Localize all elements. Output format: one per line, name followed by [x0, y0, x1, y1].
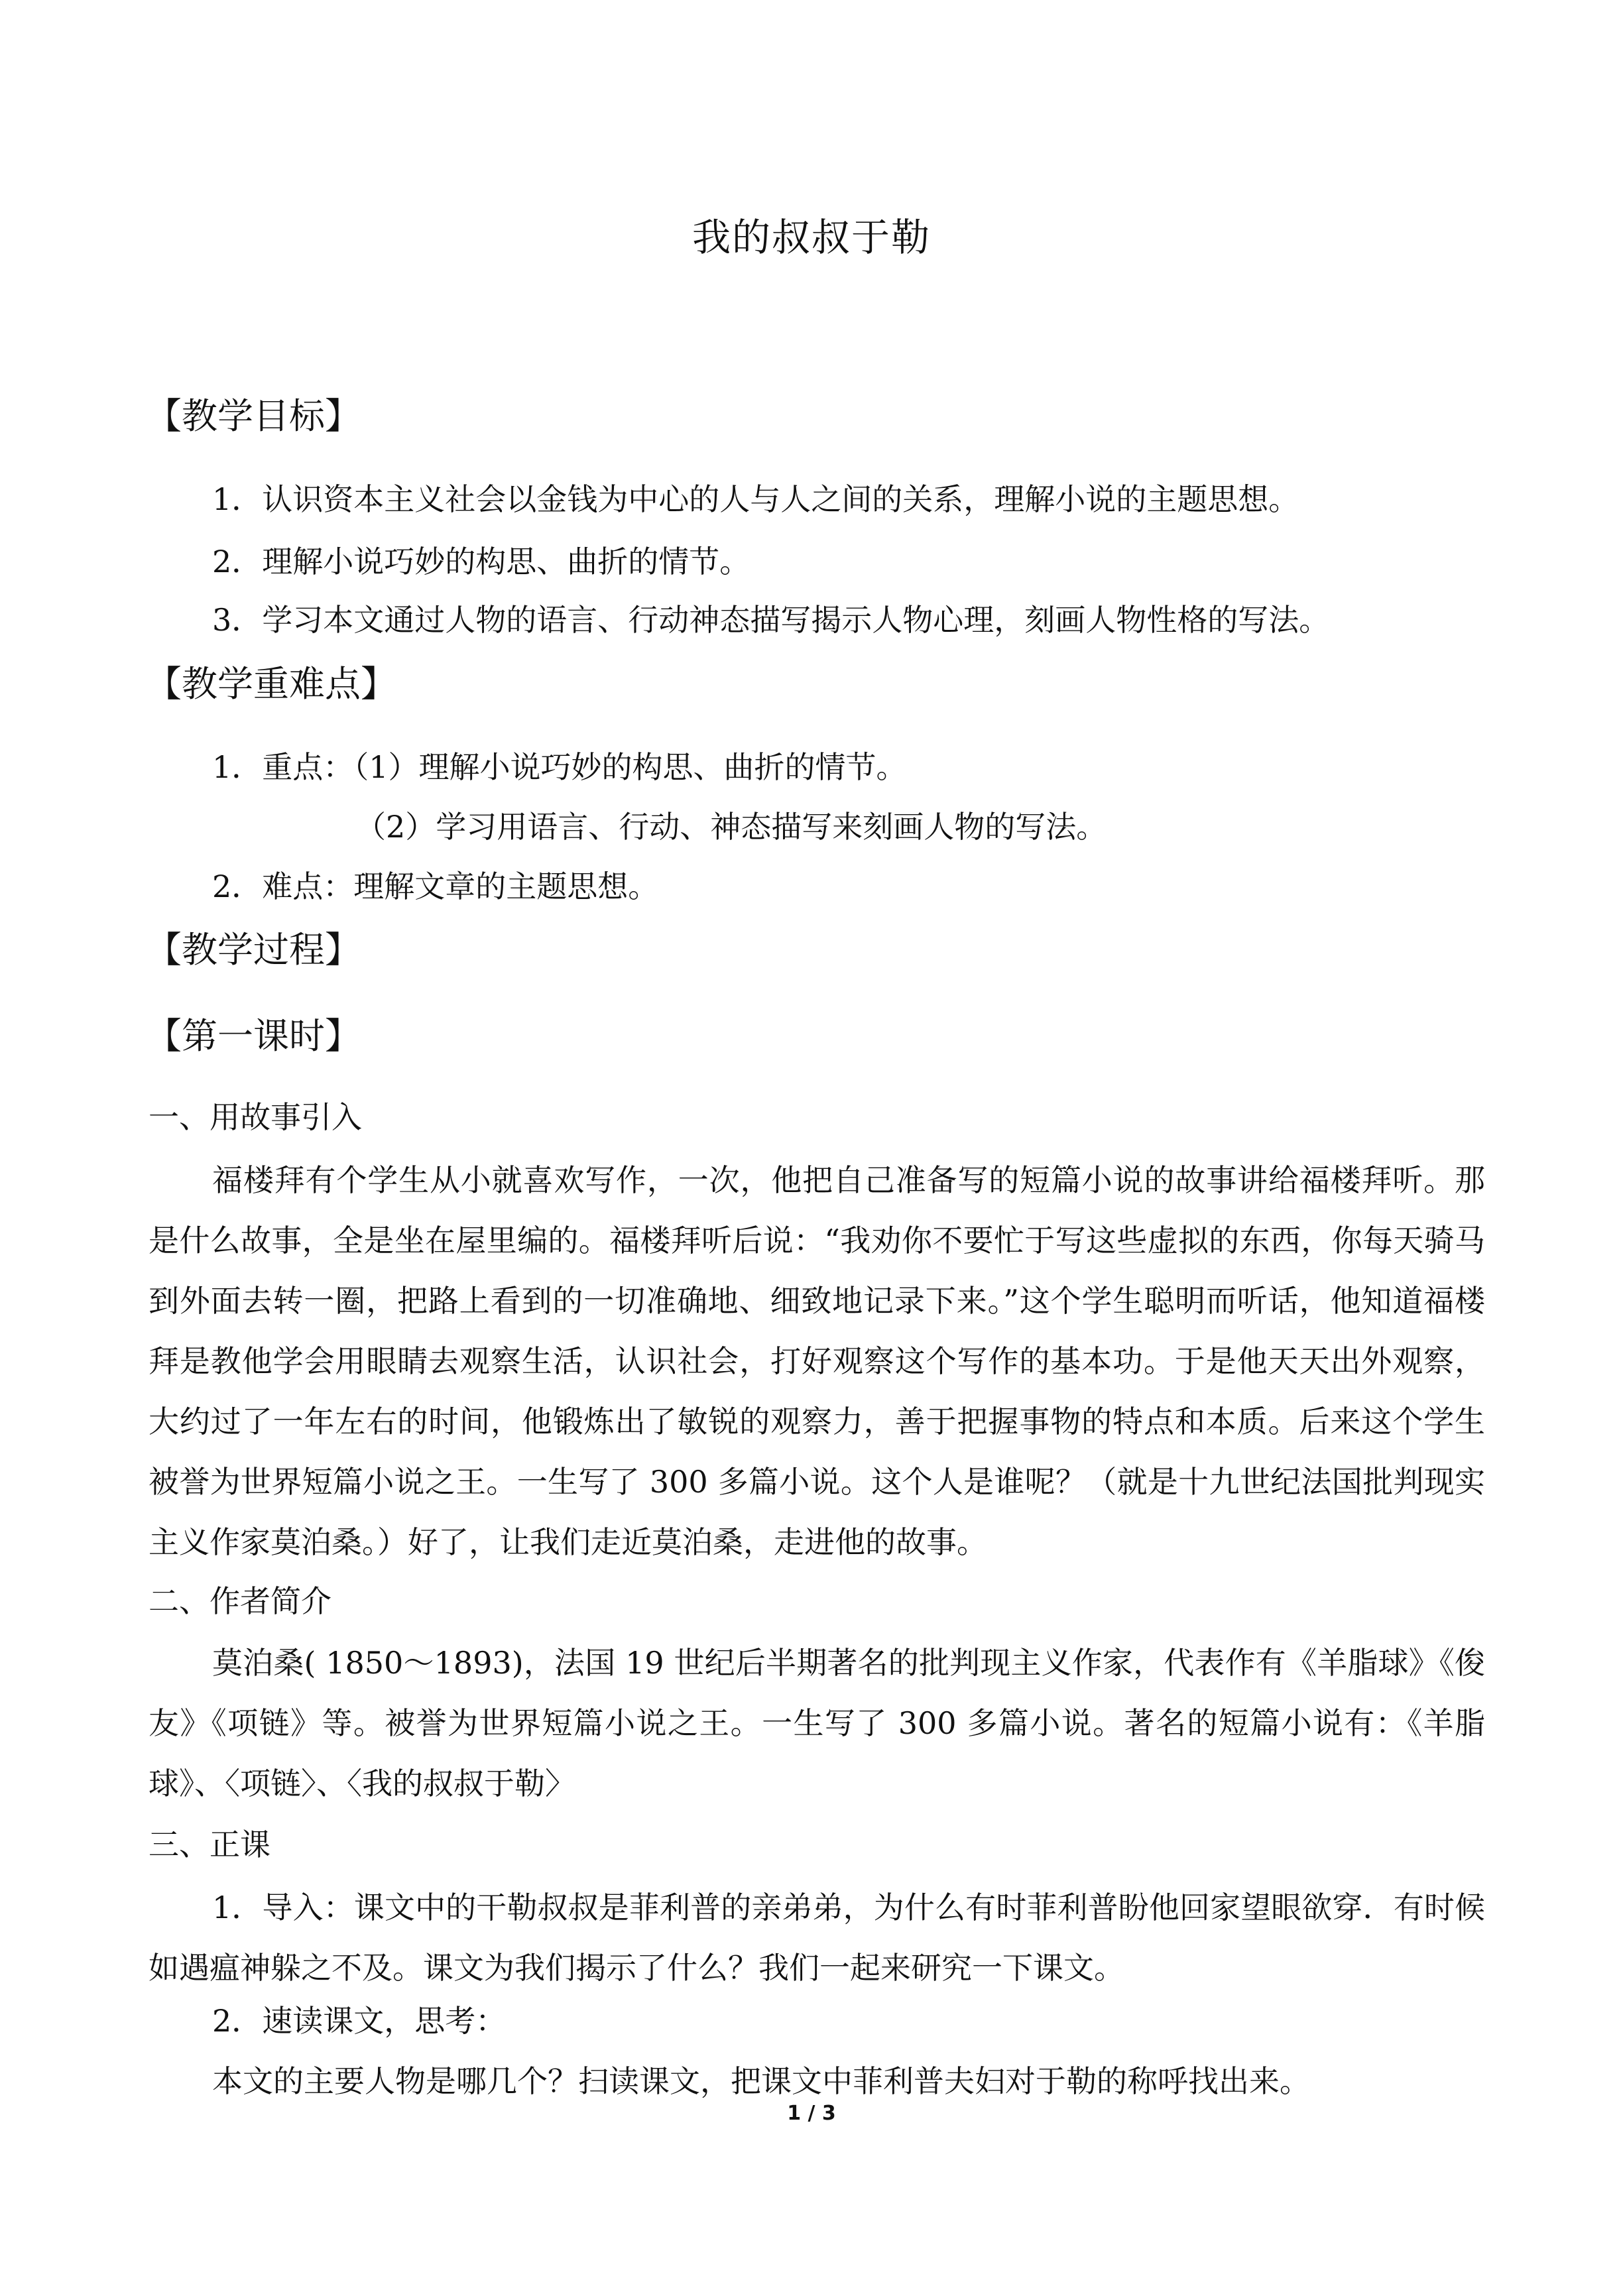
process-heading: 【教学过程】 — [146, 929, 361, 971]
section-3-line-3: 本文的主要人物是哪几个？扫读课文，把课文中菲利普夫妇对于勒的称呼找出来。 — [212, 2063, 1310, 2099]
document-title: 我的叔叔于勒 — [691, 215, 931, 260]
objective-item-2: 2．理解小说巧妙的构思、曲折的情节。 — [212, 544, 751, 579]
section-2-paragraph: 莫泊桑( 1850～1893)，法国 19 世纪后半期著名的批判现主义作家，代表作有《羊脂球》《俊友》《项链》等。被誉为世界短篇小说之王。一生写了 300 多篇小说。著名的短篇小说有：《羊脂球》、〈项链〉、〈我的叔叔于勒〉 — [149, 1645, 1485, 1801]
page-number: 1 / 3 — [787, 2102, 836, 2125]
key-points-heading: 【教学重难点】 — [146, 663, 396, 705]
objective-item-3: 3．学习本文通过人物的语言、行动神态描写揭示人物心理，刻画人物性格的写法。 — [212, 602, 1330, 638]
key-point-item-1: 1．重点：（1）理解小说巧妙的构思、曲折的情节。 — [212, 749, 907, 785]
section-1-heading: 一、用故事引入 — [149, 1099, 362, 1135]
lesson-heading: 【第一课时】 — [146, 1015, 361, 1057]
key-point-item-3: 2．难点：理解文章的主题思想。 — [212, 869, 659, 904]
section-3-heading: 三、正课 — [149, 1827, 270, 1862]
section-2-heading: 二、作者简介 — [149, 1583, 331, 1619]
key-point-item-2: （2）学习用语言、行动、神态描写来刻画人物的写法。 — [355, 809, 1107, 845]
section-3-paragraph-1: 1．导入：课文中的干勒叔叔是菲利普的亲弟弟，为什么有时菲利普盼他回家望眼欲穿．有时候如遇瘟神躲之不及。课文为我们揭示了什么？我们一起来研究一下课文。 — [149, 1890, 1485, 1986]
objective-item-1: 1．认识资本主义社会以金钱为中心的人与人之间的关系，理解小说的主题思想。 — [212, 481, 1299, 517]
objectives-heading: 【教学目标】 — [146, 395, 361, 437]
section-3-line-2: 2．速读课文，思考： — [212, 2003, 507, 2039]
section-1-paragraph: 福楼拜有个学生从小就喜欢写作，一次，他把自己准备写的短篇小说的故事讲给福楼拜听。那是什么故事，全是坐在屋里编的。福楼拜听后说：“我劝你不要忙于写这些虚拟的东西，你每天骑马到外面去转一圈，把路上看到的一切准确地、细致地记录下来。”这个学生聪明而听话，他知道福楼拜是教他学会用眼睛去观察生活，认识社会，打好观察这个写作的基本功。于是他天天出外观察，大约过了一年左右的时间，他锻炼出了敏锐的观察力，善于把握事物的特点和本质。后来这个学生被誉为世界短篇小说之王。一生写了 300 多篇小说。这个人是谁呢？（就是十九世纪法国批判现实主义作家莫泊桑。）好了，让我们走近莫泊桑，走进他的故事。 — [149, 1162, 1485, 1560]
